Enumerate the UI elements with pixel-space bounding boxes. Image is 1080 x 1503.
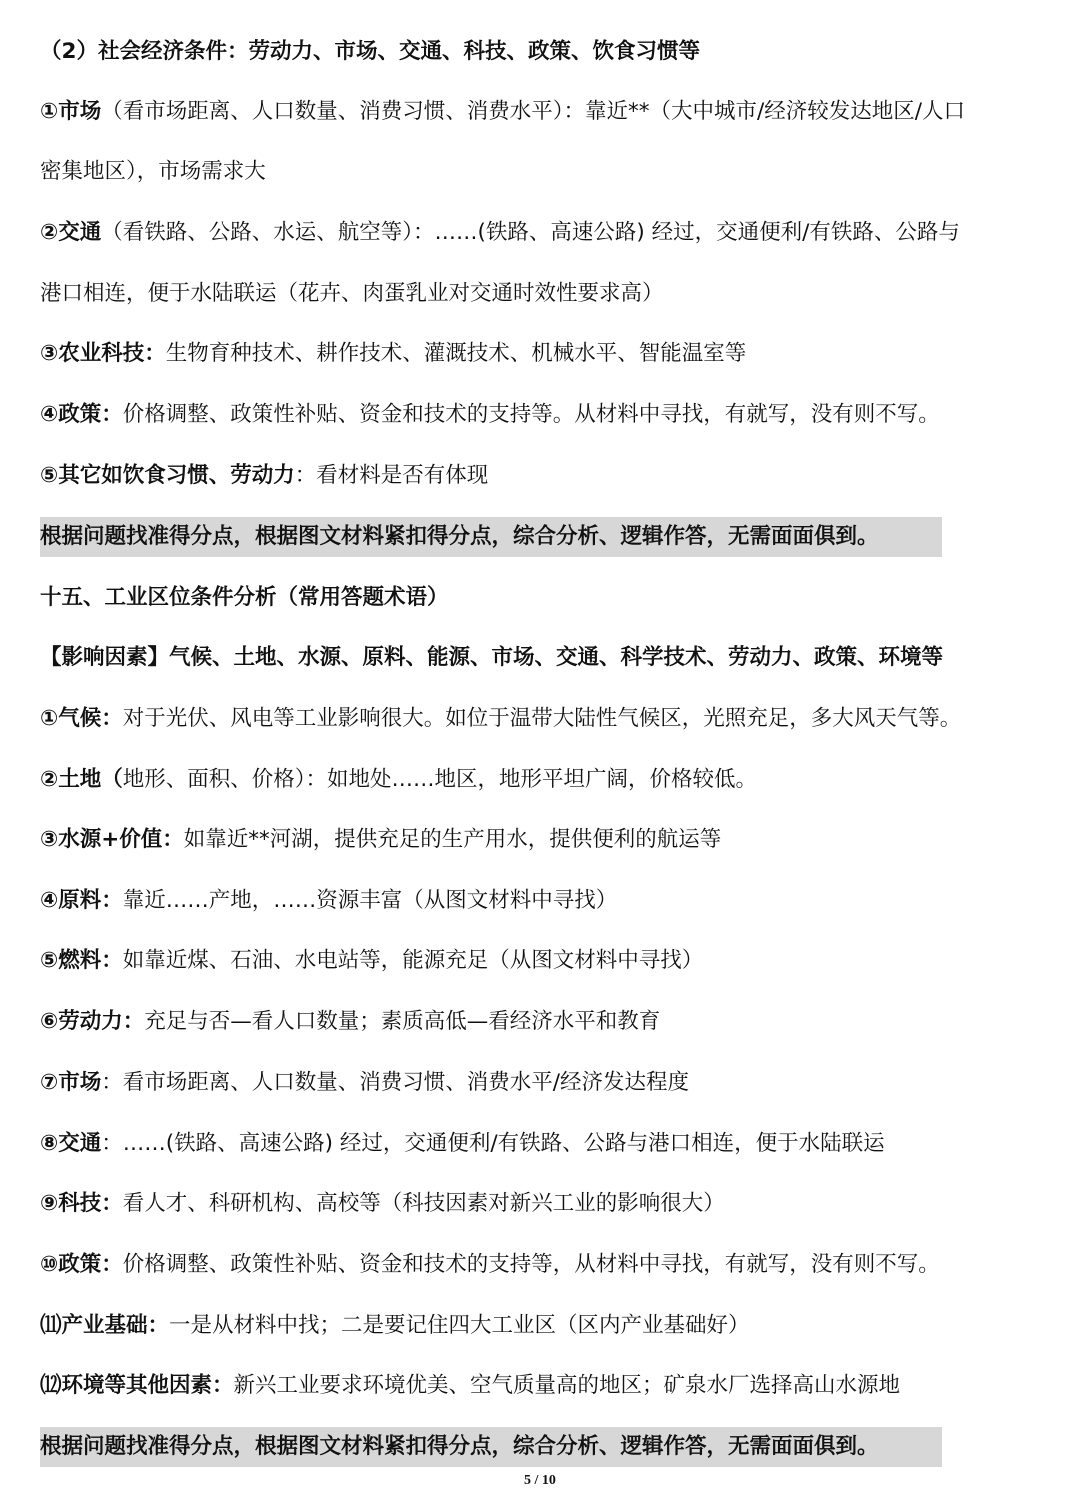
item-text: （看铁路、公路、水运、航空等）：……(铁路、高速公路) 经过，交通便利/有铁路、公路与 xyxy=(101,220,960,245)
section-heading-industry: 十五、工业区位条件分析（常用答题术语） xyxy=(40,585,449,610)
list-item-fuel xyxy=(40,941,1060,981)
list-item-industry-transport xyxy=(40,1124,1060,1164)
item-text: 如靠近煤、石油、水电站等，能源充足（从图文材料中寻找） xyxy=(122,948,704,973)
list-item-market xyxy=(40,92,1060,132)
list-item-agri-tech xyxy=(40,334,1060,374)
list-item-climate xyxy=(40,699,1060,739)
item-text: 生物育种技术、耕作技术、灌溉技术、机械水平、智能温室等 xyxy=(165,341,747,366)
list-item-technology xyxy=(40,1184,1060,1224)
item-text: ：看市场距离、人口数量、消费习惯、消费水平/经济发达程度 xyxy=(101,1070,689,1095)
item-label: ④政策： xyxy=(40,402,123,427)
list-item-market-continued: 密集地区），市场需求大 xyxy=(40,159,266,184)
item-text: 充足与否—看人口数量；素质高低—看经济水平和教育 xyxy=(144,1009,661,1034)
section-heading-social-economic: （2）社会经济条件：劳动力、市场、交通、科技、政策、饮食习惯等 xyxy=(40,39,700,64)
list-item-transport xyxy=(40,213,1060,253)
item-text: 价格调整、政策性补贴、资金和技术的支持等，从材料中寻找，有就写，没有则不写。 xyxy=(122,1252,940,1277)
item-label: ④原料： xyxy=(40,888,123,913)
item-text: （看市场距离、人口数量、消费习惯、消费水平）：靠近**（大中城市/经济较发达地区/人口 xyxy=(101,99,965,124)
list-item-raw-material xyxy=(40,881,1060,921)
list-item-industry-market xyxy=(40,1063,1060,1103)
item-text: 靠近……产地，……资源丰富（从图文材料中寻找） xyxy=(122,888,618,913)
item-text: 一是从材料中找；二是要记住四大工业区（区内产业基础好） xyxy=(169,1313,750,1338)
item-label: ①气候： xyxy=(40,706,123,731)
item-text: 新兴工业要求环境优美、空气质量高的地区；矿泉水厂选择高山水源地 xyxy=(233,1373,901,1398)
item-text: ：看材料是否有体现 xyxy=(294,463,489,488)
item-label: ⑨科技： xyxy=(40,1191,123,1216)
item-label: ⑧交通 xyxy=(40,1131,102,1156)
item-label: ②交通 xyxy=(40,220,102,245)
item-text: ：……(铁路、高速公路) 经过，交通便利/有铁路、公路与港口相连，便于水陆联运 xyxy=(101,1131,885,1156)
item-label: ⑤其它如饮食习惯、劳动力 xyxy=(40,463,295,488)
list-item-other xyxy=(40,456,1060,496)
item-label: ⑿环境等其他因素： xyxy=(40,1373,234,1398)
highlight-tip: 根据问题找准得分点，根据图文材料紧扣得分点，综合分析、逻辑作答，无需面面俱到。 xyxy=(40,1427,942,1467)
influence-factors: 【影响因素】气候、土地、水源、原料、能源、市场、交通、科学技术、劳动力、政策、环境等 xyxy=(40,645,944,670)
item-text: 地形、面积、价格）：如地处……地区，地形平坦广阔，价格较低。 xyxy=(122,767,757,792)
item-label: ⑤燃料： xyxy=(40,948,123,973)
item-label: ①市场 xyxy=(40,99,102,124)
item-text: 如靠近**河湖，提供充足的生产用水，提供便利的航运等 xyxy=(183,827,722,852)
item-label: ③农业科技： xyxy=(40,341,166,366)
item-text: 价格调整、政策性补贴、资金和技术的支持等。从材料中寻找，有就写，没有则不写。 xyxy=(122,402,940,427)
item-label: ⑾产业基础： xyxy=(40,1313,170,1338)
list-item-environment xyxy=(40,1366,1060,1406)
page-number: 5 / 10 xyxy=(524,1473,556,1488)
list-item-labor xyxy=(40,1002,1060,1042)
item-text: 看人才、科研机构、高校等（科技因素对新兴工业的影响很大） xyxy=(122,1191,725,1216)
item-label: ③水源+价值： xyxy=(40,827,184,852)
item-text: 对于光伏、风电等工业影响很大。如位于温带大陆性气候区，光照充足，多大风天气等。 xyxy=(122,706,962,731)
list-item-policy xyxy=(40,395,1060,435)
item-label: ⑥劳动力： xyxy=(40,1009,145,1034)
item-label: ②土地（ xyxy=(40,767,123,792)
list-item-water xyxy=(40,820,1060,860)
list-item-industry-policy xyxy=(40,1245,1060,1285)
item-label: ⑦市场 xyxy=(40,1070,102,1095)
list-item-land xyxy=(40,760,1060,800)
list-item-transport-continued: 港口相连，便于水陆联运（花卉、肉蛋乳业对交通时效性要求高） xyxy=(40,281,664,306)
item-label: ⑩政策： xyxy=(40,1252,123,1277)
highlight-tip: 根据问题找准得分点，根据图文材料紧扣得分点，综合分析、逻辑作答，无需面面俱到。 xyxy=(40,517,942,557)
list-item-industrial-base xyxy=(40,1306,1060,1346)
